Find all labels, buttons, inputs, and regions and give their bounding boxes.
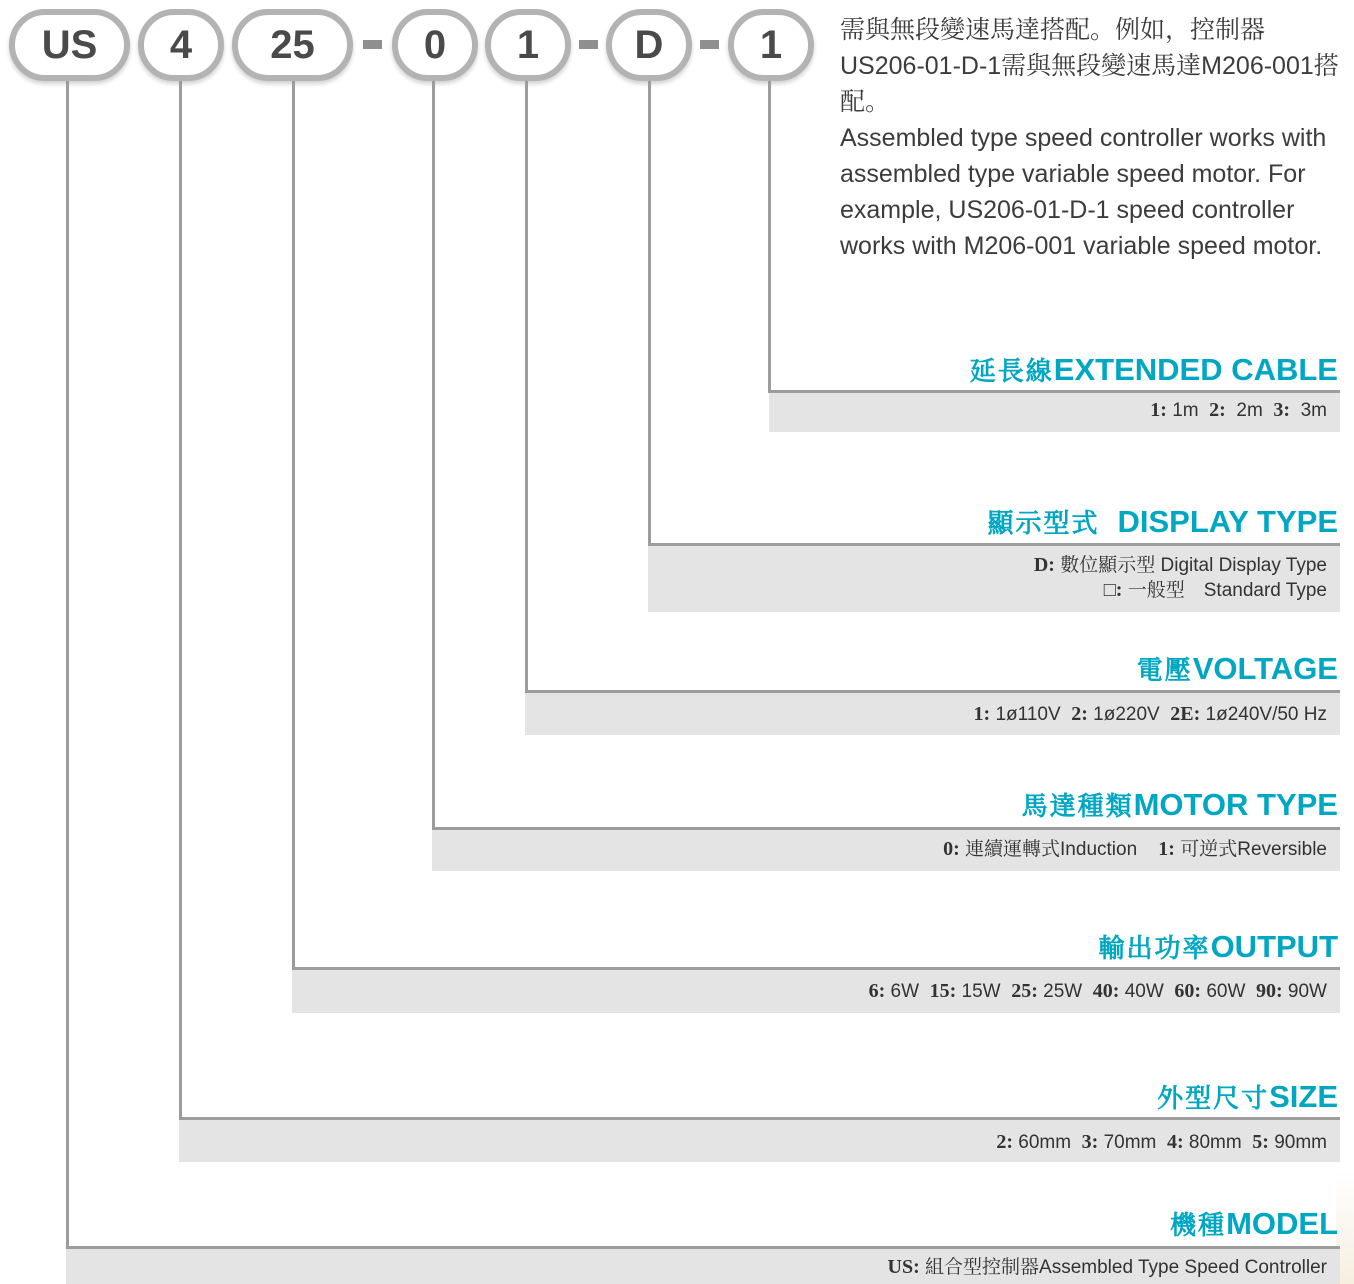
option-key: 2: (996, 1131, 1013, 1153)
connector-line (648, 81, 651, 546)
connector-line (768, 390, 1340, 393)
option-key: 2E: (1170, 703, 1201, 725)
option-value: 2m (1236, 400, 1263, 421)
option-key: 3: (1273, 399, 1291, 421)
option-value: 1ø110V (995, 704, 1061, 725)
option-key: 25: (1011, 980, 1038, 1002)
code-separator (700, 40, 719, 49)
option-key: 1: (1158, 838, 1175, 860)
section-title-zh: 電壓 (1136, 655, 1193, 685)
option-value: 25W (1043, 981, 1083, 1002)
code-separator (579, 40, 598, 49)
code-part-series: US (9, 9, 130, 81)
options-motor-type (943, 837, 1327, 862)
section-title-display (987, 504, 1338, 541)
option-value: 60W (1206, 981, 1246, 1002)
section-title-en: MODEL (1226, 1206, 1338, 1241)
options-voltage (974, 702, 1327, 727)
option-key: 90: (1255, 980, 1283, 1002)
connector-line (432, 827, 1340, 830)
option-value: 40W (1124, 981, 1164, 1002)
option-key: D: (1033, 554, 1055, 576)
option-key: 6: (868, 980, 886, 1002)
options-display-standard (1104, 578, 1327, 603)
connector-line (292, 967, 1340, 970)
section-title-zh: 機種 (1170, 1210, 1227, 1240)
section-title-en: VOLTAGE (1192, 651, 1338, 686)
option-key: 2: (1209, 399, 1226, 421)
code-separator (363, 40, 382, 49)
option-value: 1ø240V/50 Hz (1205, 704, 1327, 725)
connector-line (292, 81, 295, 970)
option-value: 90W (1287, 981, 1327, 1002)
option-value: 90mm (1274, 1132, 1327, 1153)
option-value: 70mm (1103, 1132, 1157, 1153)
option-value: 連續運轉式Induction (965, 839, 1138, 860)
description-zh: 需與無段變速馬達搭配。例如，控制器US206-01-D-1需與無段變速馬達M206-001搭配。 (840, 16, 1339, 116)
option-key: 2: (1071, 703, 1088, 725)
option-value: 數位顯示型 Digital Display Type (1060, 555, 1327, 576)
code-part-size: 4 (138, 9, 224, 81)
section-title-zh: 外型尺寸 (1157, 1083, 1270, 1113)
section-title-en: SIZE (1269, 1079, 1338, 1114)
connector-line (525, 690, 1340, 693)
option-key: 15: (929, 980, 957, 1002)
option-value: 3m (1300, 400, 1327, 421)
option-key: US: (887, 1256, 920, 1278)
option-value: 6W (890, 981, 920, 1002)
option-value: 組合型控制器Assembled Type Speed Controller (925, 1257, 1327, 1278)
options-model (888, 1255, 1328, 1280)
connector-line (179, 81, 182, 1120)
code-part-motor-type: 0 (392, 9, 478, 81)
connector-line (179, 1117, 1340, 1120)
description (840, 12, 1340, 264)
section-title-zh: 馬達種類 (1021, 791, 1134, 821)
connector-line (66, 81, 69, 1249)
option-value: 一般型 Standard Type (1127, 580, 1327, 601)
option-value: 1ø220V (1093, 704, 1160, 725)
section-title-model (1170, 1206, 1338, 1243)
code-part-display-type: D (606, 9, 692, 81)
option-key: 0: (943, 838, 960, 860)
section-title-zh: 顯示型式 (987, 508, 1100, 538)
option-value: 1m (1172, 400, 1199, 421)
option-value: 可逆式Reversible (1180, 839, 1327, 860)
option-value: 15W (961, 981, 1001, 1002)
connector-line (768, 81, 771, 393)
section-title-voltage (1137, 651, 1338, 688)
section-title-en: EXTENDED CABLE (1053, 352, 1338, 387)
connector-line (432, 81, 435, 830)
section-title-en: DISPLAY TYPE (1117, 504, 1338, 539)
option-key: 3: (1081, 1131, 1099, 1153)
option-value: 60mm (1018, 1132, 1072, 1153)
section-title-zh: 延長線 (969, 356, 1054, 386)
option-key: 60: (1174, 980, 1202, 1002)
option-key: 1: (1150, 399, 1167, 421)
section-title-zh: 輸出功率 (1098, 933, 1211, 963)
section-title-en: OUTPUT (1210, 929, 1338, 964)
section-title-size (1157, 1079, 1338, 1116)
section-title-cable (970, 352, 1338, 389)
code-part-cable: 1 (728, 9, 814, 81)
options-display-digital (1034, 553, 1327, 578)
option-value: 80mm (1188, 1132, 1242, 1153)
option-key: 4: (1166, 1131, 1184, 1153)
option-key: 5: (1252, 1131, 1269, 1153)
option-key: □: (1103, 579, 1123, 601)
options-size (996, 1130, 1327, 1155)
code-part-output: 25 (232, 9, 353, 81)
connector-line (648, 543, 1340, 546)
section-title-en: MOTOR TYPE (1133, 787, 1338, 822)
section-title-output (1099, 929, 1338, 966)
description-en: Assembled type speed controller works with assembled type variable speed motor. For example, US206-01-D-1 speed controller works with M206-001 variable speed motor. (840, 124, 1327, 260)
section-title-motor-type (1022, 787, 1338, 824)
code-part-voltage: 1 (485, 9, 571, 81)
option-key: 1: (973, 703, 991, 725)
connector-line (66, 1246, 1340, 1249)
options-output (869, 979, 1327, 1004)
option-key: 40: (1092, 980, 1120, 1002)
options-cable (1150, 398, 1327, 423)
connector-line (525, 81, 528, 693)
